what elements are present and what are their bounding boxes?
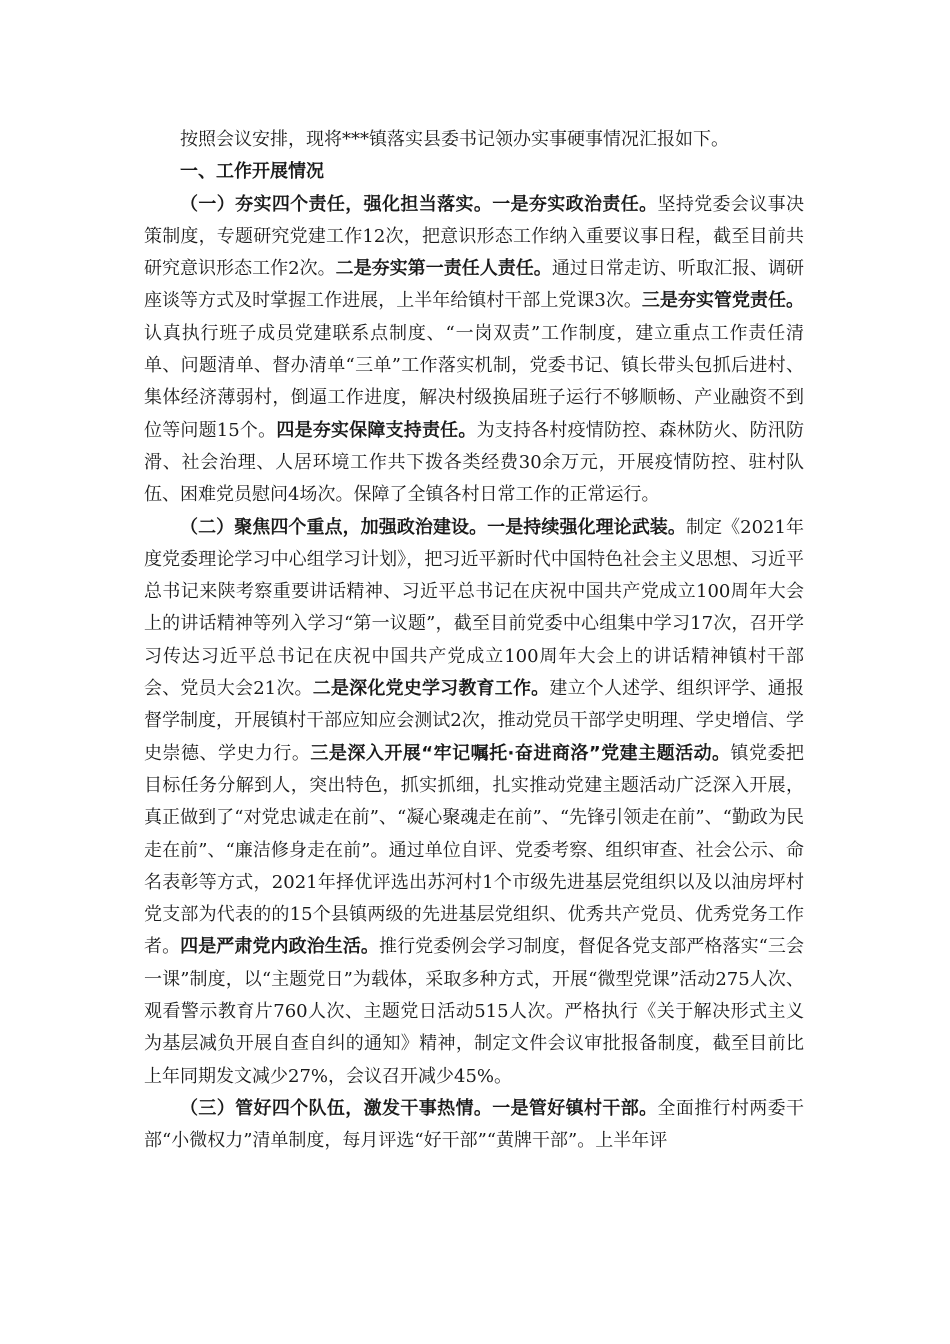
paragraph-political-building [144, 512, 804, 1093]
point-text: 制定《2021年度党委理论学习中心组学习计划》，把习近平新时代中国特色社会主义思想、习近平总书记来陕考察重要讲话精神、习近平总书记在庆祝中国共产党成立100周年大会上的讲话精神等列入学习“第一议题”，截至目前党委中心组集中学习17次，召开学习传达习近平总书记在庆祝中国共产党成立100周年大会上的讲话精神镇村干部会、党员大会21次。 [144, 516, 805, 700]
point-text: 为支持各村疫情防控、森林防火、防汛防滑、社会治理、人居环境工作共下拨各类经费30余万元，开展疫情防控、驻村队伍、困难党员慰问4场次。保障了全镇各村日常工作的正常运行。 [144, 419, 805, 506]
paragraph-lead: （三）管好四个队伍，激发干事热情。 [180, 1097, 493, 1119]
paragraph-responsibilities [144, 189, 804, 512]
point-text: 镇党委把目标任务分解到人，突出特色，抓实抓细，扎实推动党建主题活动广泛深入开展，真正做到了“对党忠诚走在前”、“凝心聚魂走在前”、“先锋引领走在前”、“勤政为民走在前”、“廉洁修身走在前”。通过单位自评、党委考察、组织审查、社会公示、命名表彰等方式，2021年择优评选出苏河村1个市级先进基层党组织以及以油房坪村党支部为代表的的15个县镇两级的先进基层党组织、优秀共产党员、优秀党务工作者。 [144, 742, 805, 958]
section-heading: 一、工作开展情况 [180, 161, 324, 183]
paragraph-teams [144, 1093, 804, 1158]
intro-paragraph: 按照会议安排，现将***镇落实县委书记领办实事硬事情况汇报如下。 [180, 129, 729, 150]
paragraph-lead: （二）聚焦四个重点，加强政治建设。 [180, 516, 488, 538]
paragraph-lead: （一）夯实四个责任，强化担当落实。 [180, 193, 493, 215]
point-title: 四是夯实保障支持责任。 [276, 419, 477, 441]
point-title: 一是夯实政治责任。 [492, 193, 658, 215]
document-body [144, 124, 804, 1158]
point-title: 二是深化党史学习教育工作。 [312, 678, 550, 700]
point-title: 三是深入开展“牢记嘱托·奋进商洛”党建主题活动。 [310, 742, 731, 764]
point-title: 一是持续强化理论武装。 [487, 516, 686, 538]
point-text: 建立个人述学、组织评学、通报督学制度，开展镇村干部应知应会测试2次，推动党员干部学史明理、学史增信、学史崇德、学史力行。 [144, 678, 805, 764]
point-text: 坚持党委会议事决策制度，专题研究党建工作12次，把意识形态工作纳入重要议事日程，截至目前共研究意识形态工作2次。 [144, 193, 805, 280]
point-text: 推行党委例会学习制度，督促各党支部严格落实“三会一课”制度，以“主题党日”为载体，采取多种方式，开展“微型党课”活动275人次、观看警示教育片760人次、主题党日活动515人次。严格执行《关于解决形式主义为基层减负开展自查自纠的通知》精神，制定文件会议审批报备制度，截至目前比上年同期发文减少27%，会议召开减少45%。 [144, 936, 805, 1087]
point-text: 全面推行村两委干部“小微权力”清单制度，每月评选“好干部”“黄牌干部”。上半年评 [144, 1097, 805, 1152]
point-text: 通过日常走访、听取汇报、调研座谈等方式及时掌握工作进展，上半年给镇村干部上党课3次。 [144, 258, 805, 312]
point-title: 一是管好镇村干部。 [492, 1097, 658, 1119]
point-text: 认真执行班子成员党建联系点制度、“一岗双责”工作制度，建立重点工作责任清单、问题清单、督办清单“三单”工作落实机制，党委书记、镇长带头包抓后进村、集体经济薄弱村，倒逼工作进度，解决村级换届班子运行不够顺畅、产业融资不到位等问题15个。 [144, 322, 804, 441]
point-title: 二是夯实第一责任人责任。 [335, 258, 552, 280]
point-title: 三是夯实管党责任。 [641, 290, 804, 312]
point-title: 四是严肃党内政治生活。 [180, 936, 380, 958]
